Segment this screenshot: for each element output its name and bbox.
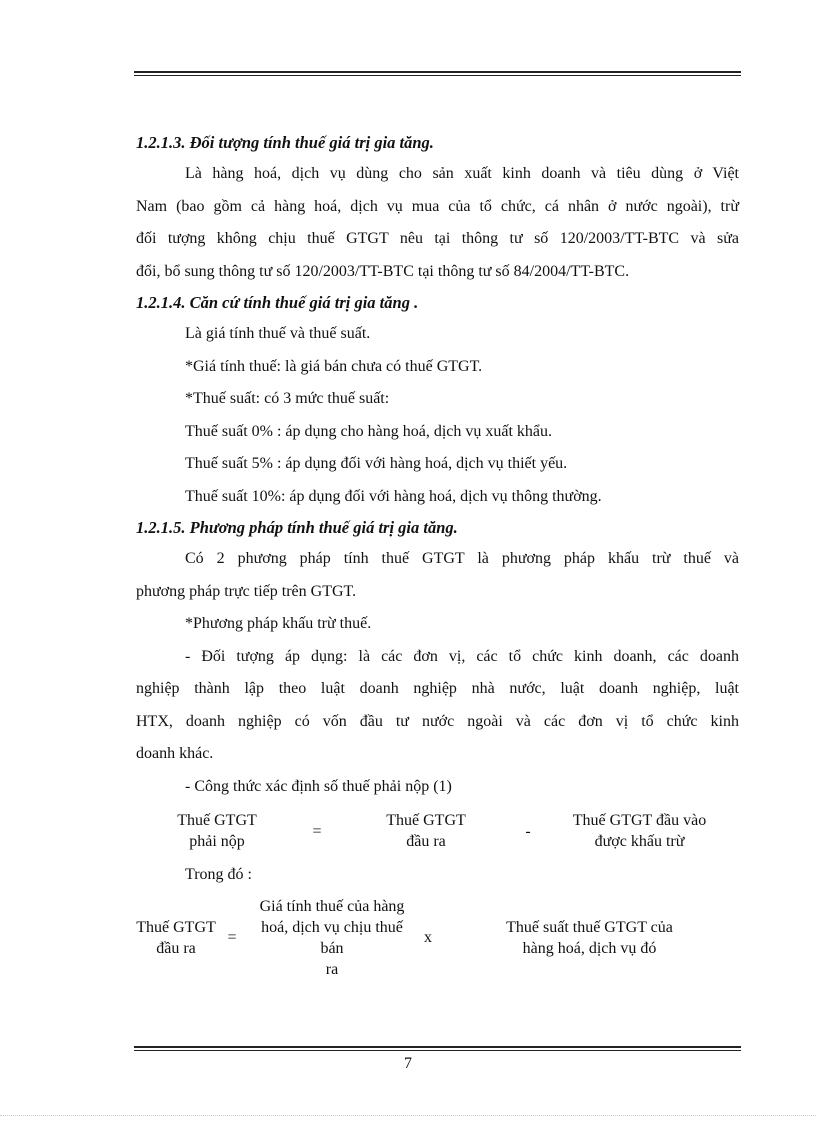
formula-output-tax — [136, 896, 739, 978]
section-heading-1-2-1-5: 1.2.1.5. Phương pháp tính thuế giá trị gia tăng. — [136, 518, 458, 537]
paragraph-line: Thuế suất 5% : áp dụng đối với hàng hoá, dịch vụ thiết yếu. — [185, 455, 568, 472]
minus-operator: - — [525, 822, 531, 840]
paragraph-line: Là hàng hoá, dịch vụ dùng cho sản xuất kinh doanh và tiêu dùng ở Việt — [185, 165, 739, 182]
formula-term-middle: Thuế GTGT đầu ra — [386, 812, 466, 850]
paragraph-line: - Đối tượng áp dụng: là các đơn vị, các tổ chức kinh doanh, các doanh — [185, 647, 739, 665]
page-content — [136, 128, 739, 978]
multiply-operator: x — [424, 929, 432, 946]
paragraph-line: doanh khác. — [136, 745, 214, 762]
paragraph-line: *Giá tính thuế: là giá bán chưa có thuế GTGT. — [185, 357, 483, 375]
formula-term-left: Thuế GTGT đầu ra — [136, 918, 216, 957]
paragraph-line: Nam (bao gồm cả hàng hoá, dịch vụ mua của tổ chức, cá nhân ở nước ngoài), trừ — [136, 197, 739, 215]
paragraph-line: *Thuế suất: có 3 mức thuế suất: — [185, 390, 390, 407]
paragraph-line: *Phương pháp khấu trừ thuế. — [185, 615, 372, 632]
paragraph-line: Có 2 phương pháp tính thuế GTGT là phương pháp khấu trừ thuế và — [185, 550, 739, 567]
header-rule — [134, 71, 741, 76]
formula-term-left: Thuế GTGT phải nộp — [177, 812, 257, 850]
equals-operator: = — [227, 929, 237, 946]
page-number: 7 — [404, 1055, 412, 1072]
paragraph-line: Thuế suất 0% : áp dụng cho hàng hoá, dịch vụ xuất khẩu. — [185, 422, 553, 440]
paragraph-line: đối tượng không chịu thuế GTGT nêu tại thông tư số 120/2003/TT-BTC và sửa — [136, 230, 739, 247]
formula-term-right: Thuế GTGT đầu vào được khấu trừ — [572, 812, 707, 850]
paragraph-line: HTX, doanh nghiệp có vốn đầu tư nước ngoài và các đơn vị tổ chức kinh — [136, 712, 739, 730]
paragraph-line: - Công thức xác định số thuế phải nộp (1) — [185, 777, 452, 795]
formula-term-middle: Giá tính thuế của hàng hoá, dịch vụ chịu thuế bán ra — [259, 897, 405, 978]
paragraph-line: đổi, bổ sung thông tư số 120/2003/TT-BTC tại thông tư số 84/2004/TT-BTC. — [136, 262, 630, 280]
paragraph-line: Là giá tính thuế và thuế suất. — [185, 325, 371, 342]
footer-rule — [134, 1046, 741, 1051]
paragraph-line: phương pháp trực tiếp trên GTGT. — [136, 582, 357, 600]
page-edge — [0, 1115, 816, 1116]
paragraph-line: Trong đó : — [185, 866, 252, 883]
paragraph-line: Thuế suất 10%: áp dụng đối với hàng hoá, dịch vụ thông thường. — [185, 487, 602, 505]
formula-tax-payable — [136, 809, 739, 853]
section-heading-1-2-1-4: 1.2.1.4. Căn cứ tính thuế giá trị gia tăng . — [136, 293, 419, 312]
formula-term-right: Thuế suất thuế GTGT của hàng hoá, dịch vụ đó — [506, 918, 673, 957]
section-heading-1-2-1-3: 1.2.1.3. Đối tượng tính thuế giá trị gia tăng. — [136, 133, 434, 152]
paragraph-line: nghiệp thành lập theo luật doanh nghiệp nhà nước, luật doanh nghiệp, luật — [136, 680, 739, 697]
equals-operator: = — [312, 822, 322, 840]
